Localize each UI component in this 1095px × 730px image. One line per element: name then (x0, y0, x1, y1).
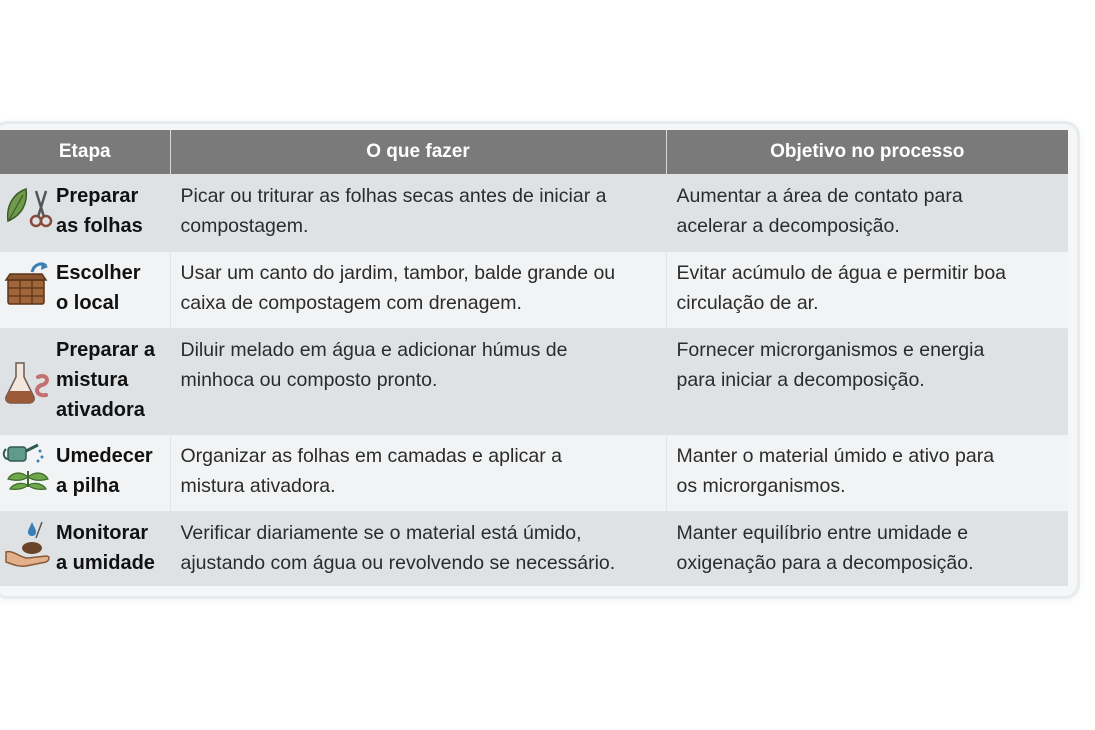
o-que-fazer-text: Organizar as folhas em camadas e aplicar a mistura ativadora. (180, 445, 563, 497)
objetivo-text: Manter o material úmido e ativo para os microrganismos. (676, 445, 995, 497)
objetivo-text: Fornecer microrganismos e energia para iniciar a decomposição. (676, 339, 985, 391)
o-que-fazer-cell (170, 252, 666, 329)
etapa-cell (0, 252, 170, 329)
objetivo-text: Evitar acúmulo de água e permitir boa circulação de ar. (676, 262, 1007, 314)
objetivo-cell (666, 329, 1068, 435)
flask-worm-icon (2, 357, 56, 411)
objetivo-cell (666, 512, 1068, 587)
objetivo-cell (666, 435, 1068, 512)
o-que-fazer-text: Picar ou triturar as folhas secas antes de iniciar a compostagem. (180, 185, 607, 237)
watering-can-plant-icon (2, 441, 56, 495)
table-row (0, 435, 1068, 512)
composting-table-card (0, 124, 1077, 596)
etapa-label: Umedecer a pilha (56, 445, 153, 497)
hand-soil-drop-icon (2, 518, 56, 572)
o-que-fazer-cell (170, 175, 666, 252)
etapa-label: Monitorar a umidade (56, 522, 155, 574)
leaf-scissors-icon (2, 181, 56, 235)
header-o-que-fazer: O que fazer (170, 130, 666, 175)
table-row (0, 329, 1068, 435)
o-que-fazer-text: Diluir melado em água e adicionar húmus de minhoca ou composto pronto. (180, 339, 568, 391)
etapa-cell (0, 435, 170, 512)
objetivo-cell (666, 252, 1068, 329)
o-que-fazer-text: Verificar diariamente se o material está úmido, ajustando com água ou revolvendo se necessário. (180, 522, 616, 574)
objetivo-text: Manter equilíbrio entre umidade e oxigenação para a decomposição. (676, 522, 974, 574)
table-header-row (0, 130, 1068, 175)
objetivo-text: Aumentar a área de contato para acelerar a decomposição. (676, 185, 963, 237)
o-que-fazer-cell (170, 512, 666, 587)
etapa-label: Preparar as folhas (56, 185, 143, 237)
o-que-fazer-cell (170, 435, 666, 512)
table-row (0, 175, 1068, 252)
etapa-label: Escolher o local (56, 262, 141, 314)
o-que-fazer-text: Usar um canto do jardim, tambor, balde grande ou caixa de compostagem com drenagem. (180, 262, 616, 314)
table-row (0, 512, 1068, 587)
objetivo-cell (666, 175, 1068, 252)
etapa-cell (0, 512, 170, 587)
header-etapa: Etapa (0, 130, 170, 175)
header-objetivo: Objetivo no processo (666, 130, 1068, 175)
o-que-fazer-cell (170, 329, 666, 435)
compost-bin-icon (2, 258, 56, 312)
composting-table (0, 130, 1068, 586)
table-row (0, 252, 1068, 329)
etapa-label: Preparar a mistura ativadora (56, 339, 155, 421)
etapa-cell (0, 175, 170, 252)
etapa-cell (0, 329, 170, 435)
